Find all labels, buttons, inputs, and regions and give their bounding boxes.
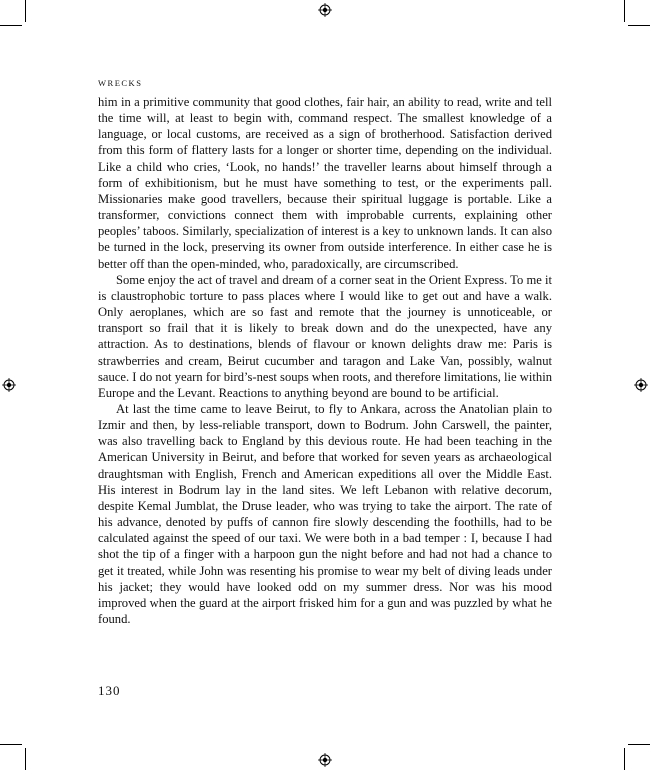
body-text: [98, 94, 552, 627]
registration-mark-icon: [318, 3, 332, 17]
crop-mark-bottom-right-h: [628, 744, 650, 745]
crop-mark-top-left-h: [0, 25, 22, 26]
page-number: 130: [98, 683, 121, 698]
running-head: WRECKS: [98, 78, 143, 88]
registration-mark-icon: [634, 378, 648, 392]
crop-mark-bottom-right-v: [624, 748, 625, 770]
crop-mark-top-right-h: [628, 25, 650, 26]
paragraph: him in a primitive community that good clothes, fair hair, an ability to read, write and tell the time will, at least to begin with, command respect. The smallest knowledge of a language, or local customs, are received as a sign of brotherhood. Satisfaction derived from this form of flattery lasts for a longer or shorter time, depending on the individual. Like a child who cries, ‘Look, no hands!’ the traveller learns about himself through a form of exhibitionism, but he must have something to test, or the experiments pall. Missionaries make good travellers, because their spiritual luggage is portable. Like a transformer, convictions connect them with improbable currents, explaining other peoples’ taboos. Similarly, specialization of interest is a key to unknown lands. It can also be turned in the lock, preserving its owner from outside interference. In either case he is better off than the open-minded, who, paradoxically, are circumscribed.: [98, 95, 552, 271]
paragraph: At last the time came to leave Beirut, to fly to Ankara, across the Anatolian plain to Izmir and then, by less-reliable transport, down to Bodrum. John Carswell, the painter, was also travelling back to England by this devious route. He had been teaching in the American University in Beirut, and before that worked for seven years as archaeological draughtsman with English, French and American expeditions all over the Middle East. His interest in Bodrum lay in the land sites. We left Lebanon with relative decorum, despite Kemal Jumblat, the Druse leader, who was trying to take the airport. The rate of his advance, denoted by puffs of cannon fire slowly descending the foothills, had to be calculated against the speed of our taxi. We were both in a bad temper : I, because I had shot the tip of a finger with a harpoon gun the night before and had not had a chance to get it treated, while John was resenting his promise to wear my belt of diving leads under his jacket; they would have looked odd on my summer dress. Nor was his mood improved when the guard at the airport frisked him for a gun and was puzzled by what he found.: [98, 401, 552, 626]
registration-mark-icon: [2, 378, 16, 392]
registration-mark-icon: [318, 753, 332, 767]
crop-mark-bottom-left-h: [0, 744, 22, 745]
paragraph: Some enjoy the act of travel and dream of a corner seat in the Orient Express. To me it is claustrophobic torture to pass places where I would like to get out and have a walk. Only aeroplanes, which are so fast and remote that the journey is unnoticeable, or transport so frail that it is likely to break down and do the unexpected, have any attraction. As to destinations, blends of flavour or known delights draw me: Paris is strawberries and cream, Beirut cucumber and taragon and Lake Van, possibly, walnut sauce. I do not yearn for bird’s-nest soups when roots, and therefore limitations, lie within Europe and the Levant. Reactions to anything beyond are bound to be artificial.: [98, 272, 552, 400]
crop-mark-bottom-left-v: [25, 748, 26, 770]
crop-mark-top-left-v: [25, 0, 26, 22]
crop-mark-top-right-v: [624, 0, 625, 22]
